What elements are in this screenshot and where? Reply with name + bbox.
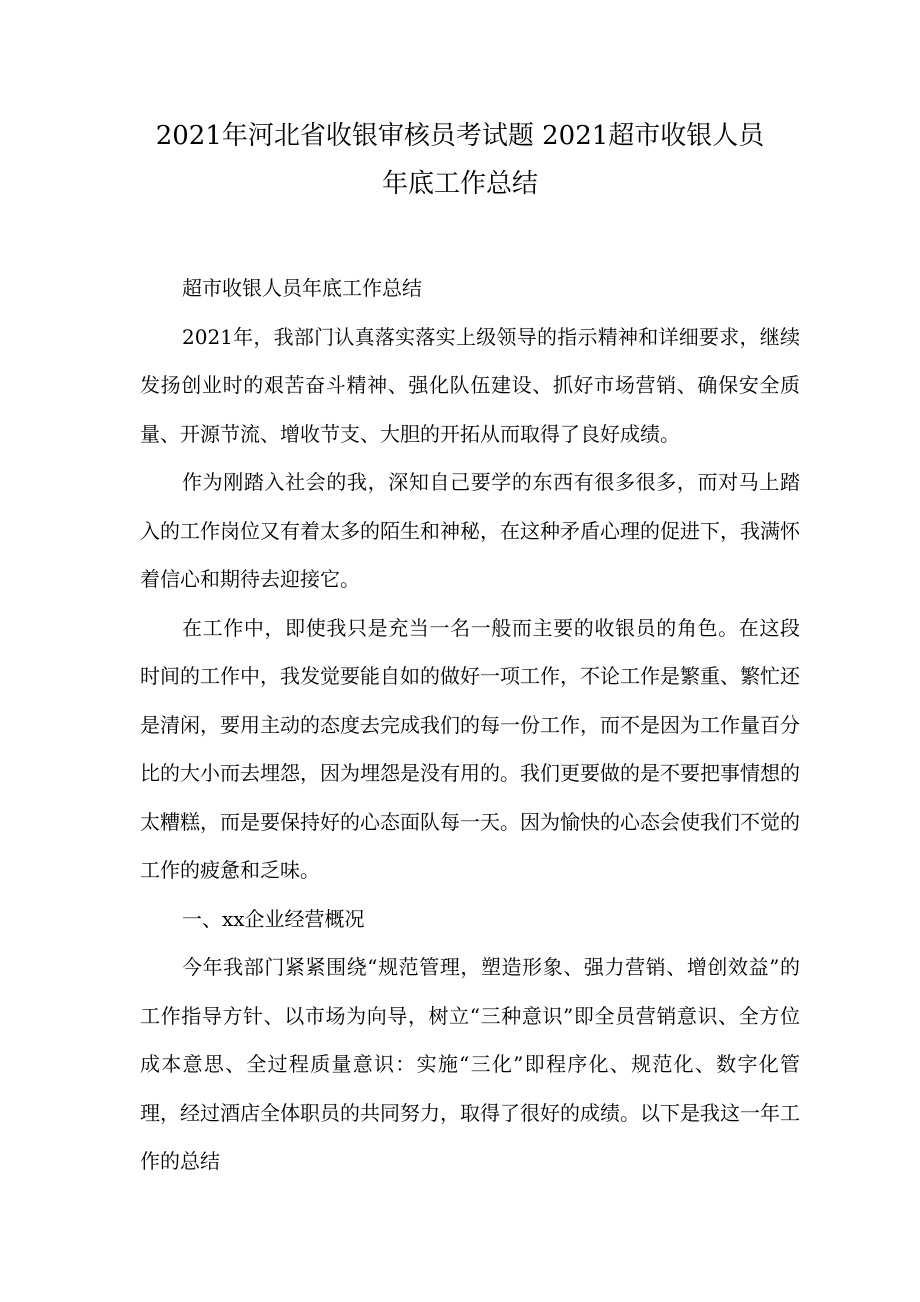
document-title-line-1: 2021年河北省收银审核员考试题 2021超市收银人员 xyxy=(155,121,765,151)
paragraph-newcomer: 作为刚踏入社会的我，深知自己要学的东西有很多很多，而对马上踏入的工作岗位又有着太多的陌生和神秘，在这种矛盾心理的促进下，我满怀着信心和期待去迎接它。 xyxy=(140,470,800,591)
paragraph-intro: 2021年，我部门认真落实落实上级领导的指示精神和详细要求，继续发扬创业时的艰苦奋斗精神、强化队伍建设、抓好市场营销、确保安全质量、开源节流、增收节支、大胆的开拓从而取得了良好成绩。 xyxy=(140,324,800,446)
paragraph-subtitle: 超市收银人员年底工作总结 xyxy=(182,276,422,300)
document-title xyxy=(120,112,800,208)
paragraph-department-summary: 今年我部门紧紧围绕“规范管理，塑造形象、强力营销、增创效益”的工作指导方针、以市场为向导，树立“三种意识”即全员营销意识、全方位成本意思、全过程质量意识：实施“三化”即程序化、规范化、数字化管理，经过酒店全体职员的共同努力，取得了很好的成绩。以下是我这一年工作的总结 xyxy=(140,955,800,1173)
section-heading-overview: 一、xx企业经营概况 xyxy=(182,906,365,931)
paragraph-work-attitude: 在工作中，即使我只是充当一名一般而主要的收银员的角色。在这段时间的工作中，我发觉要能自如的做好一项工作，不论工作是繁重、繁忙还是清闲，要用主动的态度去完成我们的每一份工作，而不是因为工作量百分比的大小而去埋怨，因为埋怨是没有用的。我们更要做的是不要把事情想的太糟糕，而是要保持好的心态面队每一天。因为愉快的心态会使我们不觉的工作的疲惫和乏味。 xyxy=(140,615,800,882)
document-body xyxy=(140,264,800,1186)
document-title-line-2: 年底工作总结 xyxy=(381,169,538,199)
